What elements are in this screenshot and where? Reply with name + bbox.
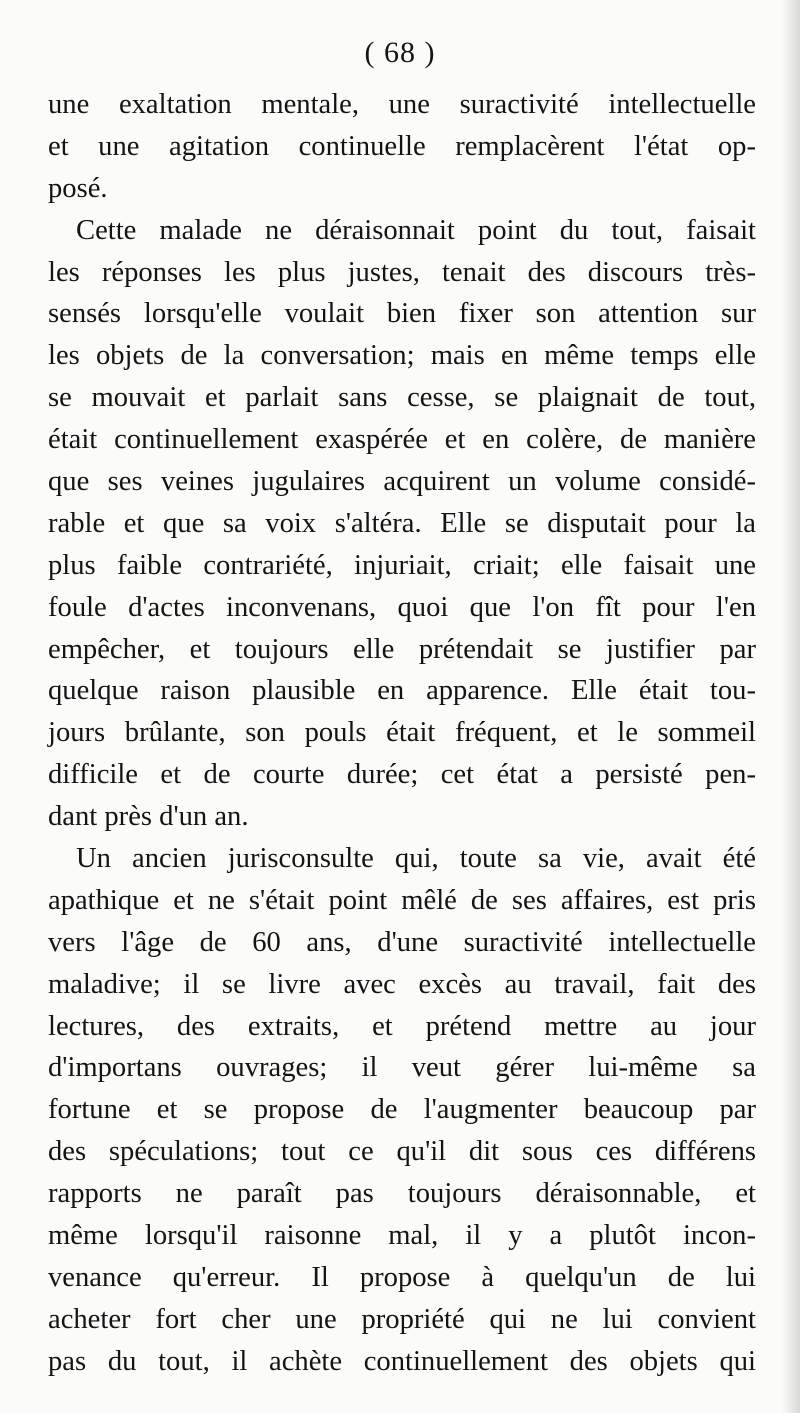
text-line: empêcher, et toujours elle prétendait se justifier par [48,633,756,665]
text-line: maladive; il se livre avec excès au travail, fait des [48,968,756,1000]
page-edge-shadow [782,0,800,1413]
text-line: posé. [48,172,108,204]
text-line: plus faible contrariété, injuriait, criait; elle faisait une [48,549,756,581]
text-line: lectures, des extraits, et prétend mettre au jour [48,1010,756,1042]
text-line: Un ancien jurisconsulte qui, toute sa vie, avait été [76,843,756,875]
text-line: et une agitation continuelle remplacèrent l'état op- [48,130,756,162]
text-line: difficile et de courte durée; cet état a persisté pen- [48,759,756,791]
text-line: les objets de la conversation; mais en même temps elle [48,340,756,372]
text-line: était continuellement exaspérée et en colère, de manière [48,424,756,456]
text-line: rable et que sa voix s'altéra. Elle se disputait pour la [48,507,756,539]
text-line: d'importans ouvrages; il veut gérer lui-même sa [48,1052,756,1084]
body-text [48,84,756,1383]
text-line: Cette malade ne déraisonnait point du tout, faisait [76,214,756,246]
text-line: apathique et ne s'était point mêlé de ses affaires, est pris [48,884,756,916]
text-line: foule d'actes inconvenans, quoi que l'on fît pour l'en [48,591,756,623]
page-number: ( 68 ) [364,36,436,69]
text-line: vers l'âge de 60 ans, d'une suractivité intellectuelle [48,926,756,958]
text-line: que ses veines jugulaires acquirent un volume considé- [48,466,756,498]
text-line: acheter fort cher une propriété qui ne lui convient [48,1303,756,1335]
text-line: venance qu'erreur. Il propose à quelqu'un de lui [48,1261,756,1293]
text-line: quelque raison plausible en apparence. Elle était tou- [48,675,756,707]
text-line: même lorsqu'il raisonne mal, il y a plutôt incon- [48,1220,756,1252]
text-line: jours brûlante, son pouls était fréquent, et le sommeil [48,717,756,749]
text-line: une exaltation mentale, une suractivité intellectuelle [48,89,756,120]
text-line: rapports ne paraît pas toujours déraisonnable, et [48,1178,756,1210]
text-line: les réponses les plus justes, tenait des discours très- [48,256,756,288]
text-line: des spéculations; tout ce qu'il dit sous ces différens [48,1136,756,1168]
text-line: pas du tout, il achète continuellement des objets qui [48,1345,756,1377]
text-line: fortune et se propose de l'augmenter beaucoup par [48,1094,756,1126]
text-line: dant près d'un an. [48,801,249,833]
text-line: se mouvait et parlait sans cesse, se plaignait de tout, [48,382,756,414]
text-line: sensés lorsqu'elle voulait bien fixer son attention sur [48,298,756,330]
